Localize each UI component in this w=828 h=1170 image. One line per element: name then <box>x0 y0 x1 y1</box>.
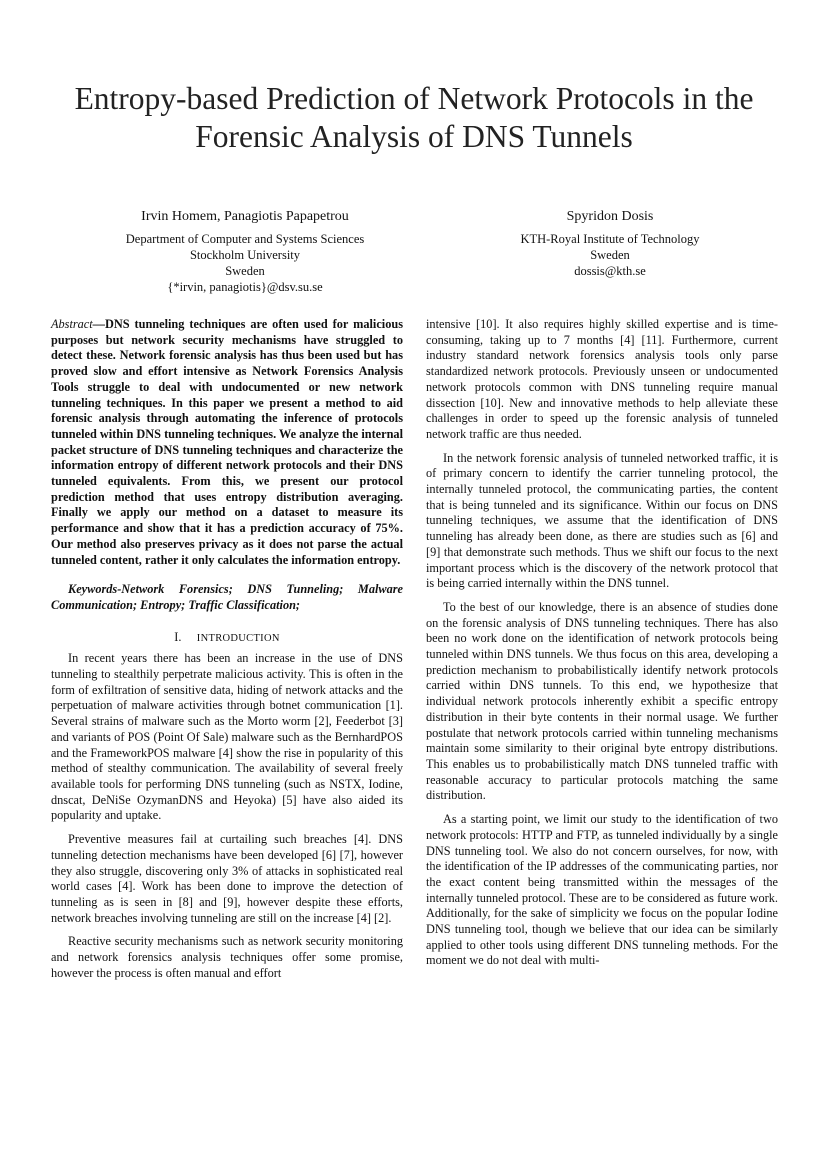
body-paragraph: intensive [10]. It also requires highly skilled expertise and is time-consuming, taking up to 7 months [4] [11]. Furthermore, current industry standard network forensics analysis tools only parse standardized network protocols. Previously unseen or undocumented network protocols common with DNS tunneling require manual dissection [10]. New and innovative methods to help alleviate these challenges in order to speed up the forensic analysis of tunneled network traffic are thus needed. <box>426 317 778 441</box>
author-block-1 <box>70 209 420 295</box>
author-country: Sweden <box>590 248 630 262</box>
author-email[interactable]: {*irvin, panagiotis}@dsv.su.se <box>167 280 323 294</box>
title-line: Entropy-based Prediction of Network Protocols in the <box>74 81 754 116</box>
author-names: Irvin Homem, Panagiotis Papapetrou <box>141 209 349 224</box>
body-paragraph: In recent years there has been an increase in the use of DNS tunneling to stealthily perpetrate malicious activity. This is often in the form of exfiltration of sensitive data, hiding of network attacks and the perpetuation of malware activities through botnet communication [1]. Several strains of malware such as the Morto worm [2], Feederbot [3] and variants of POS (Point Of Sale) malware such as the BernhardPOS and the FrameworkPOS malware [4] show the rise in popularity of this method of stealthy communication. The availability of several freely available tools for performing DNS tunneling (such as NSTX, Iodine, dnscat, DeNiSe OzymanDNS and Heyoka) [5] have also aided its popularity and uptake. <box>51 651 403 823</box>
keywords: Keywords-Network Forensics; DNS Tunneling; Malware Communication; Entropy; Traffic Classification; <box>51 582 403 612</box>
author-names: Spyridon Dosis <box>566 209 654 224</box>
author-country: Sweden <box>225 264 265 278</box>
author-affiliation: KTH-Royal Institute of Technology <box>520 232 700 246</box>
section-title: INTRODUCTION <box>196 632 280 644</box>
author-block-2 <box>460 209 760 279</box>
section-number: I. <box>174 629 182 644</box>
paper-title <box>30 80 798 156</box>
abstract-label: Abstract <box>51 317 93 331</box>
section-heading <box>51 630 403 647</box>
left-column <box>51 317 403 981</box>
body-paragraph: In the network forensic analysis of tunneled networked traffic, it is of primary concern to identify the carrier tunneling protocol, the internally tunneled protocol, the communicating parties, the content that is being tunneled and its significance. Within our focus on DNS tunneling techniques, we assume that the identification of DNS tunneling has already been done, as there are studies such as [6] and [9] that demonstrate such methods. Thus we shift our focus to the next important process which is the discovery of the network protocol that is being carried internally within the DNS tunnel. <box>426 450 778 591</box>
body-paragraph: Reactive security mechanisms such as network security monitoring and network forensics analysis techniques offer some promise, however the process is often manual and effort <box>51 934 403 980</box>
author-affiliation: Department of Computer and Systems Sciences <box>125 232 365 246</box>
abstract-text: —DNS tunneling techniques are often used for malicious purposes but network security mechanisms have struggled to detect these. Network forensic analysis has thus been used but has proved slow and effort intensive as Network Forensics Analysis Tools struggle to deal with undocumented or new network tunneling techniques. In this paper we present a method to aid forensic analysis through automating the inference of protocols tunneled within DNS tunneling techniques. We analyze the internal packet structure of DNS tunneling techniques and characterize the information entropy of different network protocols and their DNS tunneled equivalents. From this, we present our protocol prediction method that uses entropy distribution averaging. Finally we apply our method on a dataset to measure its performance and show that it has a prediction accuracy of 75%. Our method also preserves privacy as it does not parse the actual tunneled content, rather it only calculates the information entropy. <box>51 317 403 567</box>
body-paragraph: To the best of our knowledge, there is an absence of studies done on the forensic analysis of DNS tunneling techniques. There has also been no work done on the identification of network protocols being tunneled within DNS tunnels. We thus focus on this area, developing a prediction mechanism to probabilistically identify network protocols carried within DNS tunnels. To this end, we hypothesize that individual network protocols inherently exhibit a specific entropy distribution in their byte contents in their normal usage. We further postulate that network protocols carried within tunneling mechanisms maintain some similarity to their original byte entropy distributions. This enables us to probabilistically match DNS tunneled traffic with reasonable accuracy to particular protocols matching the same distribution. <box>426 599 778 803</box>
body-paragraph: Preventive measures fail at curtailing such breaches [4]. DNS tunneling detection mechanisms have been developed [6] [7], however they also struggle, discovering only 3% of attacks in sophisticated real world cases [4]. Work has been done to improve the detection of tunneling as is seen in [8] and [9], however despite these efforts, network breaches involving tunneling are still on the increase [4] [2]. <box>51 832 403 925</box>
abstract <box>51 317 403 568</box>
author-email[interactable]: dossis@kth.se <box>574 264 646 278</box>
author-affiliation: Stockholm University <box>189 248 301 262</box>
body-paragraph: As a starting point, we limit our study to the identification of two network protocols: HTTP and FTP, as tunneled individually by a single DNS tunneling tool. We also do not concern ourselves, for now, with the identification of the IP addresses of the communicating parties, nor the exact content being transmitted within the messages of the internally tunneled protocol. These are to be considered as future work. Additionally, for the sake of simplicity we focus on the popular Iodine DNS tunneling tool, though we believe that our idea can be similarly applied to other tools using different DNS tunneling methods. For the moment we do not deal with multi- <box>426 812 778 968</box>
right-column <box>426 317 778 969</box>
title-line: Forensic Analysis of DNS Tunnels <box>195 119 633 154</box>
